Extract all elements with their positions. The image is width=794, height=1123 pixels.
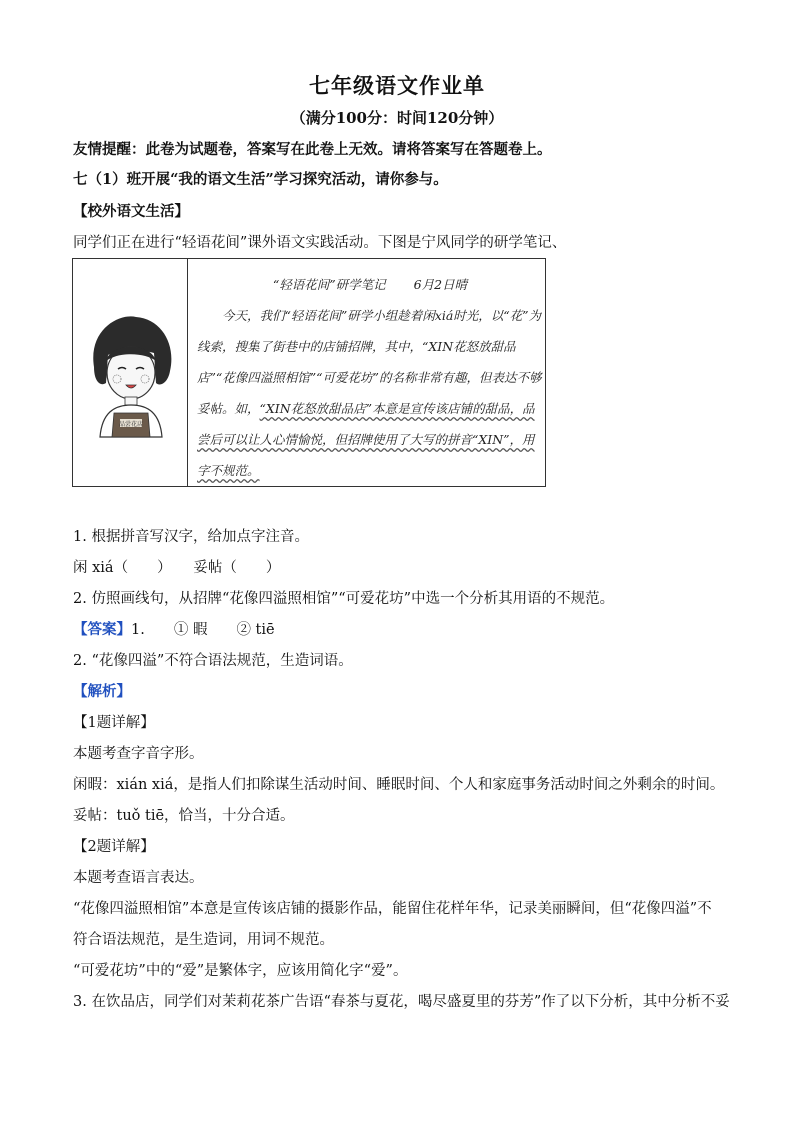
section-heading: 【校外语文生活】 bbox=[73, 203, 189, 220]
section-intro: 同学们正在进行“轻语花间”课外语文实践活动。下图是宁风同学的研学笔记、 bbox=[73, 235, 567, 251]
detail-1-label: 【1题详解】 bbox=[73, 715, 155, 731]
intro-text: 七（1）班开展“我的语文生活”学习探究活动，请你参与。 bbox=[73, 171, 448, 188]
detail-2-label: 【2题详解】 bbox=[73, 839, 155, 855]
question-1: 1. 根据拼音写汉字，给加点字注音。 bbox=[73, 529, 309, 545]
analysis-label: 【解析】 bbox=[73, 683, 131, 700]
question-1-blanks: 闲 xiá（ ） 妥帖（ ） bbox=[73, 560, 281, 576]
note-body bbox=[197, 300, 543, 486]
note-heading-title: “轻语花间”研学笔记 bbox=[272, 277, 386, 292]
study-note-box bbox=[72, 258, 546, 487]
apron-label: 品尝花店 bbox=[118, 421, 144, 428]
study-note-text bbox=[197, 269, 543, 486]
detail-1-line-3: 妥帖：tuǒ tiē，恰当，十分合适。 bbox=[73, 808, 295, 824]
answer-line bbox=[73, 620, 275, 640]
page-subtitle: （满分100分：时间120分钟） bbox=[290, 109, 504, 127]
question-3: 3. 在饮品店，同学们对茉莉花茶广告语“春茶与夏花，喝尽盛夏里的芬芳”作了以下分析，其中分析不妥 bbox=[73, 994, 730, 1010]
detail-2-line-2: “花像四溢照相馆”本意是宣传该店铺的摄影作品，能留住花样年华，记录美丽瞬间，但“花像四溢”不 bbox=[73, 901, 712, 917]
note-underlined-sentence: “XIN花怒放甜品店”本意是宣传该店铺的甜品，品尝后可以让人心情愉悦，但招牌使用了大写的拼音“XIN”，用字不规范。 bbox=[197, 401, 535, 478]
detail-2-line-3: 符合语法规范，是生造词，用词不规范。 bbox=[73, 932, 334, 948]
detail-2-line-1: 本题考查语言表达。 bbox=[73, 870, 204, 886]
page-title: 七年级语文作业单 bbox=[309, 73, 485, 98]
girl-illustration bbox=[80, 309, 180, 439]
note-heading-date: 6月2日晴 bbox=[413, 277, 468, 292]
note-divider bbox=[187, 259, 188, 486]
note-body-part1: 今天，我们“轻语花间”研学小组趁着闲xiá时光，以“花”为线索，搜集了街巷中的店铺招牌，其中，“XIN花怒放甜品店”“花像四溢照相馆”“可爱花坊”的名称非常有趣，但表达不够妥帖。如， bbox=[197, 308, 542, 416]
detail-1-line-1: 本题考查字音字形。 bbox=[73, 746, 204, 762]
note-heading bbox=[197, 269, 543, 300]
answer-2: 2. “花像四溢”不符合语法规范，生造词语。 bbox=[73, 653, 353, 669]
reminder-text: 友情提醒：此卷为试题卷，答案写在此卷上无效。请将答案写在答题卷上。 bbox=[73, 141, 552, 158]
answer-label: 【答案】 bbox=[73, 621, 131, 638]
answer-text: 1. ① 暇 ② tiē bbox=[131, 622, 275, 638]
detail-2-line-4: “可爱花坊”中的“爱”是繁体字，应该用简化字“爱”。 bbox=[73, 963, 408, 979]
detail-1-line-2: 闲暇：xián xiá，是指人们扣除谋生活动时间、睡眠时间、个人和家庭事务活动时间之外剩余的时间。 bbox=[73, 777, 725, 793]
question-2: 2. 仿照画线句，从招牌“花像四溢照相馆”“可爱花坊”中选一个分析其用语的不规范。 bbox=[73, 591, 615, 607]
